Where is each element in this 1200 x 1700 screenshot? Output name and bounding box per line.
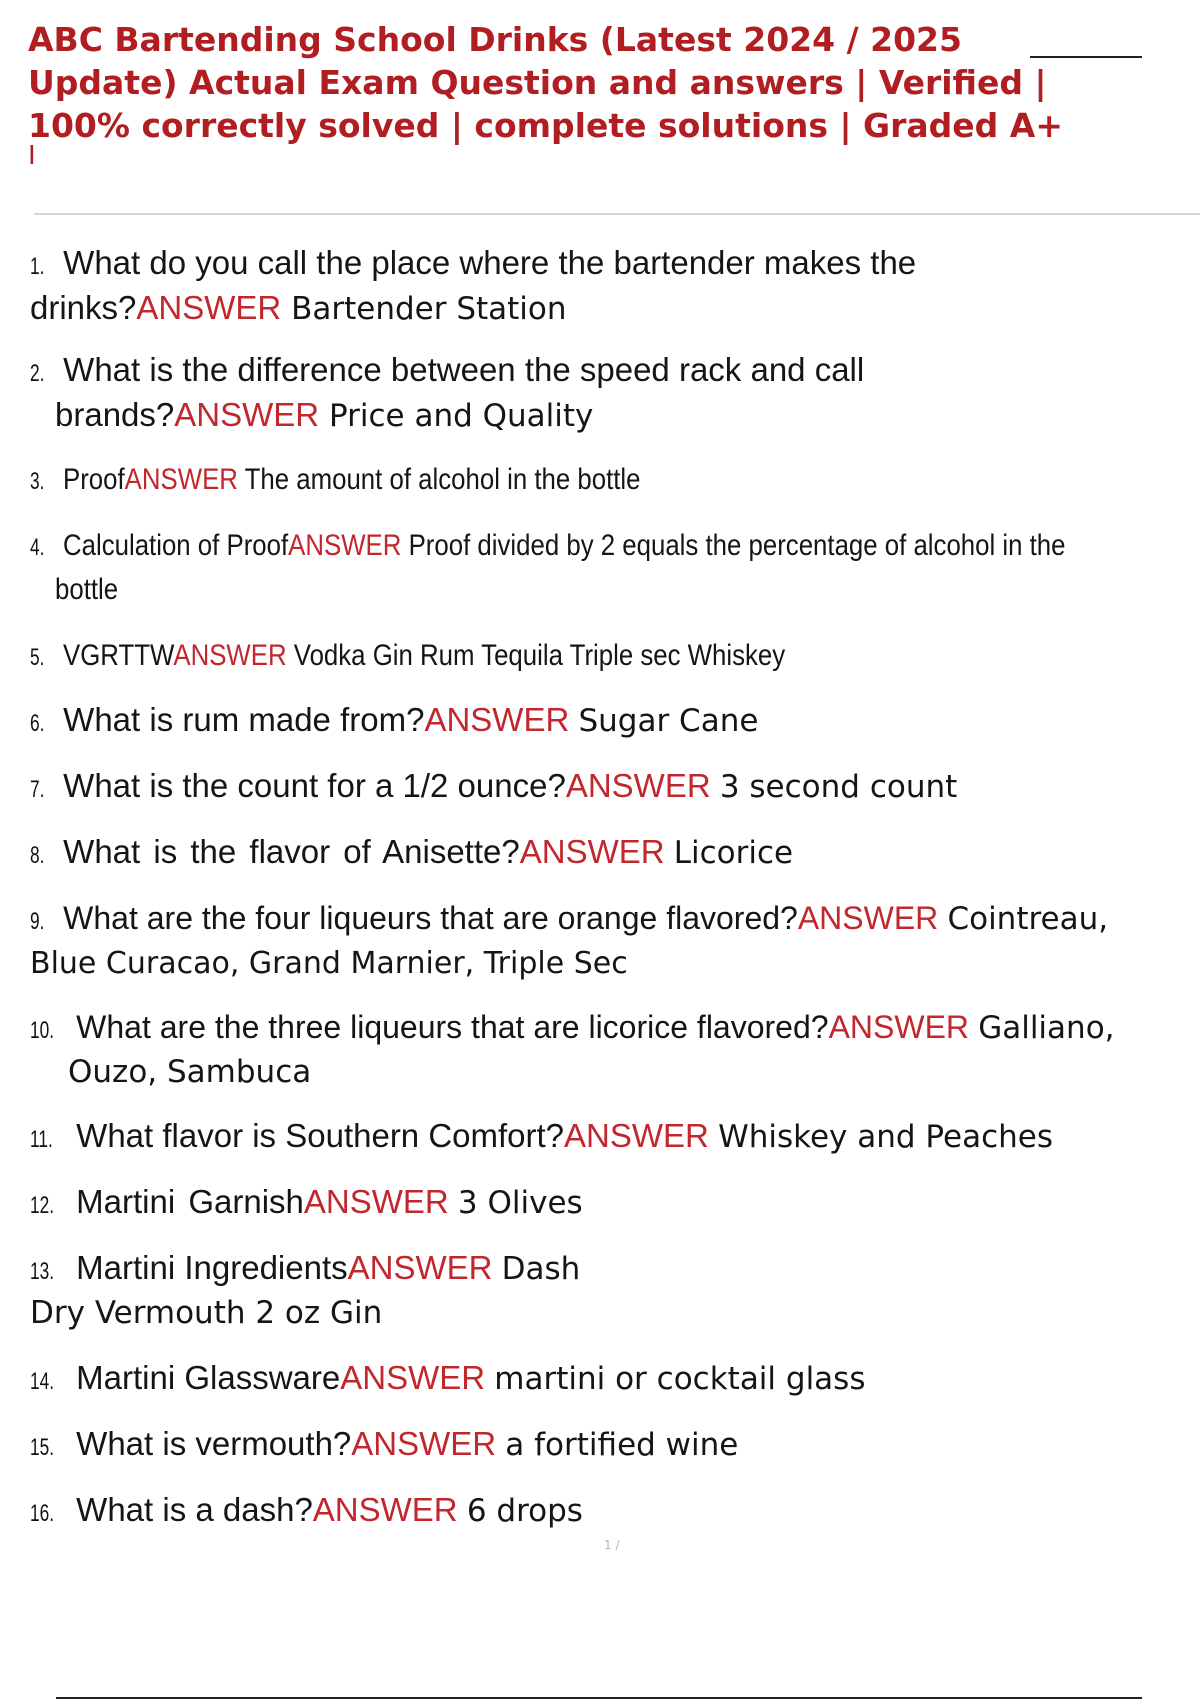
question: What is a dash? [76, 1491, 313, 1528]
item-number: 3. [30, 468, 45, 495]
answer-label: ANSWER [288, 529, 402, 562]
question: ProofANSWER The amount of alcohol in the bottle [63, 463, 641, 496]
answer-label: ANSWER [519, 833, 665, 870]
answer-label: ANSWER [312, 1491, 458, 1528]
answer: Cointreau, [947, 901, 1109, 937]
answer-continued: bottle [55, 573, 119, 606]
answer: 3 second count [719, 769, 958, 805]
item-number: 12. [30, 1192, 55, 1219]
item-number: 11. [30, 1126, 53, 1153]
question: What flavor is Southern Comfort? [76, 1117, 565, 1154]
question: Calculation of ProofANSWER Proof divided by 2 equals the percentage of alcohol in the [63, 529, 1066, 562]
answer: Price and Quality [328, 398, 594, 434]
answer: Sugar Cane [578, 703, 759, 739]
item-number: 13. [30, 1258, 55, 1285]
question-continued: brands? [55, 396, 175, 433]
question: What is rum made from? [63, 701, 425, 738]
qa-item-12 [30, 1182, 1195, 1226]
item-number: 15. [30, 1434, 55, 1461]
item-number: 9. [30, 908, 45, 935]
question: Martini Garnish [76, 1183, 304, 1220]
question: VGRTTWANSWER Vodka Gin Rum Tequila Triple sec Whiskey [63, 639, 786, 672]
question: Martini Glassware [76, 1359, 341, 1396]
page-number: 1 / [604, 1538, 620, 1552]
question: What do you call the place where the bartender makes the [63, 244, 917, 281]
item-number: 14. [30, 1368, 55, 1395]
answer: Bartender Station [291, 291, 567, 327]
qa-item-7 [30, 766, 1195, 810]
qa-item-3 [30, 458, 1195, 502]
question-continued: drinks? [30, 289, 137, 326]
question: What is vermouth? [76, 1425, 352, 1462]
answer-label: ANSWER [828, 1009, 970, 1045]
qa-item-8 [30, 832, 1195, 876]
answer-continued: Dry Vermouth 2 oz Gin [30, 1295, 383, 1331]
qa-item-6 [30, 700, 1195, 744]
item-number: 1. [30, 253, 45, 280]
answer-label: ANSWER [797, 900, 939, 936]
qa-item-10 [30, 1007, 1195, 1093]
item-number: 6. [30, 710, 45, 737]
qa-item-16 [30, 1490, 1195, 1534]
answer: martini or cocktail glass [494, 1361, 866, 1397]
text-cursor: I [28, 141, 36, 171]
qa-item-13 [30, 1248, 1195, 1334]
answer: Proof divided by 2 equals the percentage of alcohol in the [408, 529, 1066, 562]
qa-item-5 [30, 634, 1195, 678]
answer: Vodka Gin Rum Tequila Triple sec Whiskey [293, 639, 786, 672]
question: What are the four liqueurs that are orange flavored? [63, 900, 798, 936]
qa-item-9 [30, 898, 1195, 985]
question: What are the three liqueurs that are licorice flavored? [76, 1009, 829, 1045]
answer-label: ANSWER [424, 701, 570, 738]
answer-label: ANSWER [136, 289, 282, 326]
answer-continued: Ouzo, Sambuca [68, 1054, 312, 1090]
qa-item-1 [30, 243, 1195, 330]
title-line: ABC Bartending School Drinks (Latest 2024 / 2025 [28, 20, 962, 59]
item-number: 5. [30, 644, 45, 671]
qa-item-4 [30, 524, 1195, 611]
item-number: 2. [30, 360, 45, 387]
question: Martini Ingredients [76, 1249, 348, 1286]
answer-label: ANSWER [340, 1359, 486, 1396]
answer-label: ANSWER [124, 463, 239, 496]
answer: 3 Olives [457, 1185, 583, 1221]
answer-label: ANSWER [564, 1117, 709, 1154]
answer-label: ANSWER [565, 767, 711, 804]
qa-item-2 [30, 350, 1195, 437]
answer-label: ANSWER [303, 1183, 449, 1220]
answer: 6 drops [466, 1493, 583, 1529]
footer-rule [56, 1697, 1142, 1699]
item-number: 16. [30, 1500, 55, 1527]
qa-item-15 [30, 1424, 1195, 1468]
question: What is the flavor of Anisette? [63, 833, 520, 870]
item-number: 4. [30, 534, 45, 561]
answer: Galliano, [978, 1010, 1115, 1046]
qa-item-11 [30, 1116, 1195, 1160]
answer: Whiskey and Peaches [718, 1119, 1053, 1155]
answer-label: ANSWER [174, 396, 320, 433]
answer: Dash [501, 1251, 581, 1287]
qa-item-14 [30, 1358, 1195, 1402]
answer: The amount of alcohol in the bottle [244, 463, 641, 496]
item-number: 10. [30, 1017, 55, 1044]
item-number: 8. [30, 842, 45, 869]
answer-continued: Blue Curacao, Grand Marnier, Triple Sec [30, 946, 628, 981]
question: What is the difference between the speed rack and call [63, 351, 865, 388]
title-line: Update) Actual Exam Question and answers | Verified | [28, 63, 1047, 102]
title-line: 100% correctly solved | complete solutions | Graded A+ [28, 106, 1063, 145]
answer: a fortified wine [505, 1427, 739, 1463]
item-number: 7. [30, 776, 45, 803]
answer-label: ANSWER [351, 1425, 497, 1462]
answer: Licorice [673, 835, 794, 871]
answer-label: ANSWER [173, 639, 287, 672]
question: What is the count for a 1/2 ounce? [63, 767, 566, 804]
answer-label: ANSWER [347, 1249, 493, 1286]
